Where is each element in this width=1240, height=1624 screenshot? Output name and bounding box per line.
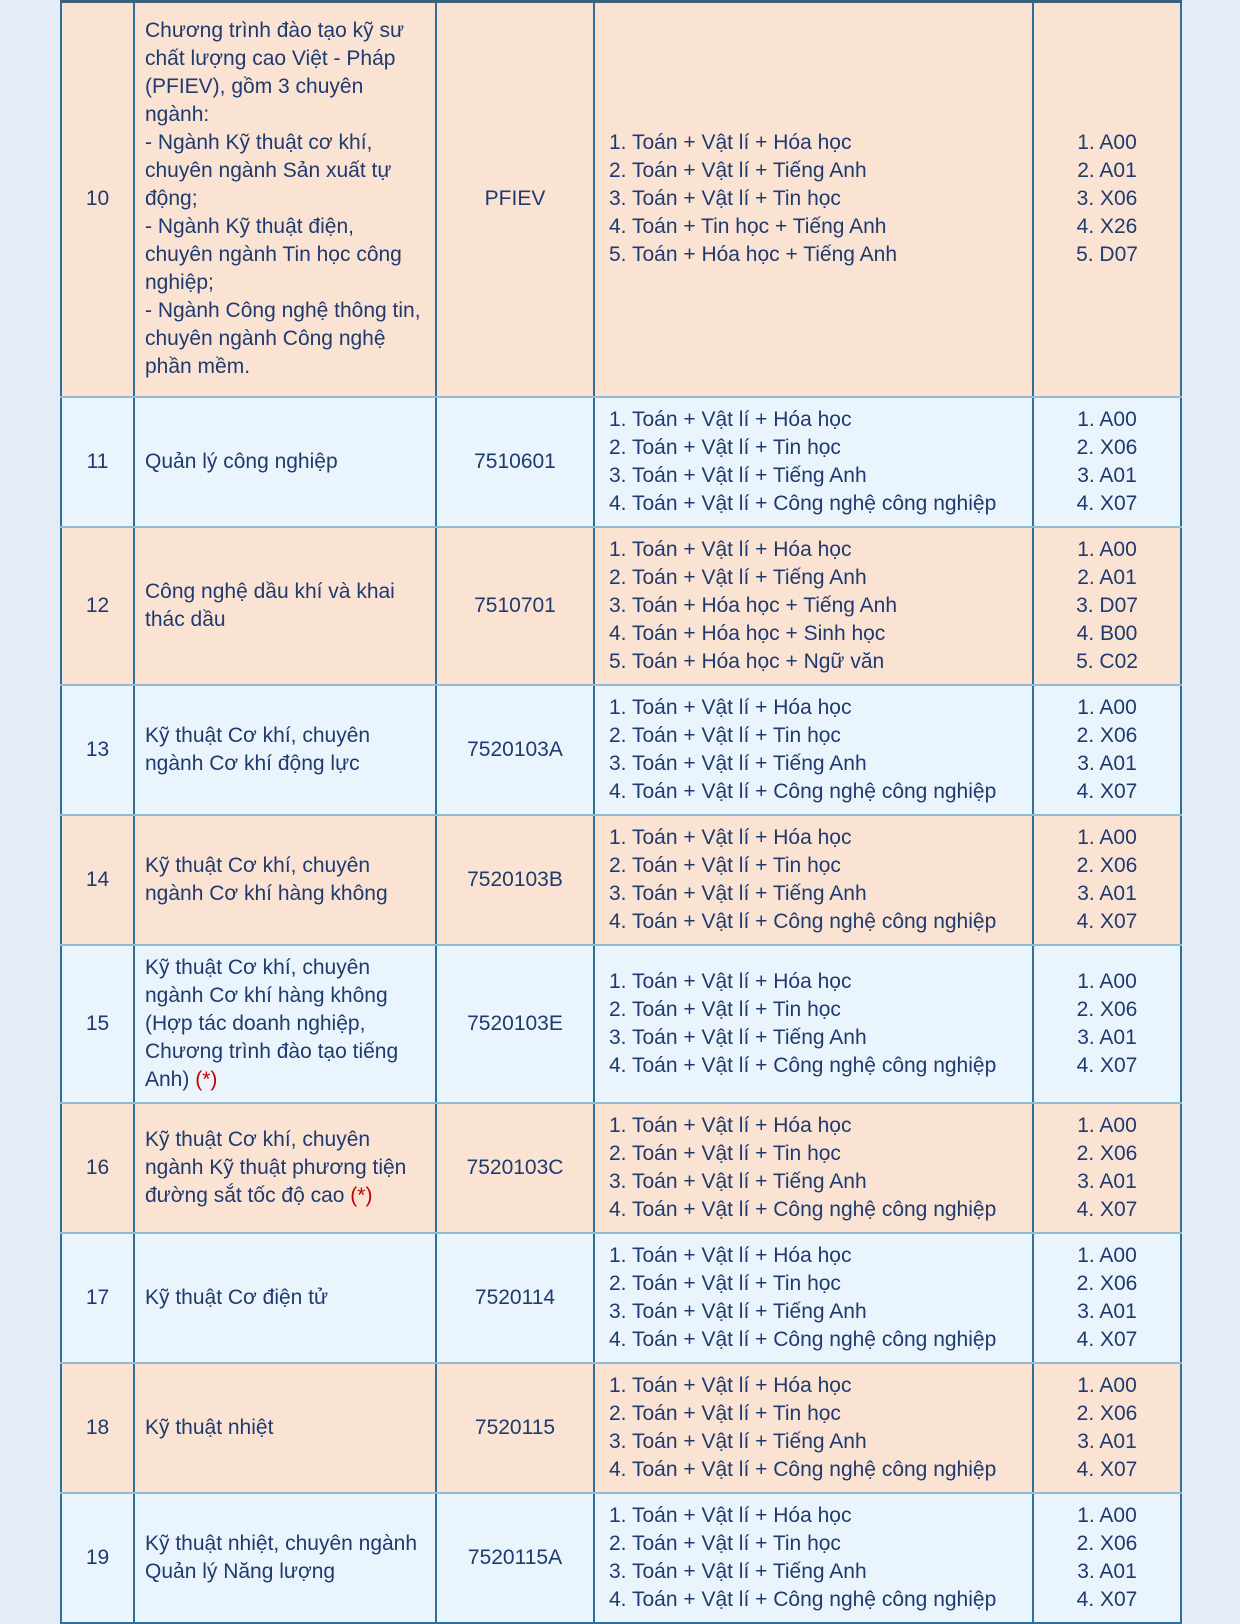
combination-codes-cell [1033, 1103, 1181, 1233]
row-number-cell [61, 945, 134, 1103]
combination-line: 3. Toán + Vật lí + Tiếng Anh [609, 463, 867, 487]
combo-code-line: 1. A00 [1077, 1243, 1137, 1267]
combo-code-line: 4. X07 [1076, 1457, 1138, 1481]
combination-line: 5. Toán + Hóa học + Tiếng Anh [609, 243, 898, 267]
program-name-cell [134, 945, 436, 1103]
program-name-line: - Ngành Công nghệ thông tin, chuyên ngành Công nghệ phần mềm. [145, 299, 421, 379]
combo-code-line: 1. A00 [1077, 407, 1137, 431]
program-code: PFIEV [484, 187, 546, 211]
combination-line: 2. Toán + Vật lí + Tin học [609, 853, 841, 877]
combo-code-line: 1. A00 [1077, 825, 1137, 849]
row-number: 13 [85, 737, 110, 761]
row-number-cell [61, 2, 134, 397]
program-name-cell [134, 1363, 436, 1493]
subject-combinations-cell [594, 945, 1033, 1103]
program-name-line: - Ngành Kỹ thuật điện, chuyên ngành Tin học công nghiệp; [145, 215, 402, 295]
program-name-line: Kỹ thuật Cơ khí, chuyên ngành Kỹ thuật phương tiện đường sắt tốc độ cao (*) [145, 1127, 407, 1207]
combo-code-line: 3. A01 [1077, 1299, 1137, 1323]
row-number-cell [61, 1103, 134, 1233]
subject-combinations-cell [594, 1363, 1033, 1493]
combination-line: 4. Toán + Vật lí + Công nghệ công nghiệp [609, 1587, 997, 1611]
table-body [61, 2, 1181, 1623]
program-code-cell [436, 2, 594, 397]
table-row [61, 815, 1181, 945]
combination-codes-cell [1033, 685, 1181, 815]
program-code: 7510701 [474, 593, 556, 617]
combo-code-line: 3. A01 [1077, 1025, 1137, 1049]
program-code-cell [436, 1493, 594, 1623]
row-number: 14 [85, 867, 110, 891]
table-row [61, 527, 1181, 685]
row-number: 18 [85, 1415, 110, 1439]
program-code-cell [436, 1233, 594, 1363]
combination-line: 4. Toán + Vật lí + Công nghệ công nghiệp [609, 779, 997, 803]
combination-line: 2. Toán + Vật lí + Tin học [609, 723, 841, 747]
combo-code-line: 4. X07 [1076, 909, 1138, 933]
subject-combinations-cell [594, 2, 1033, 397]
combo-code-line: 4. X07 [1076, 1587, 1138, 1611]
combo-code-line: 3. X06 [1076, 187, 1138, 211]
combo-code-line: 2. A01 [1077, 159, 1137, 183]
program-name-line: Kỹ thuật Cơ khí, chuyên ngành Cơ khí hàng không [145, 853, 388, 905]
program-code-cell [436, 815, 594, 945]
row-number: 11 [86, 449, 109, 473]
program-name-cell [134, 397, 436, 527]
row-number: 17 [85, 1285, 110, 1309]
asterisk-note: (*) [350, 1183, 373, 1207]
combination-line: 2. Toán + Vật lí + Tin học [609, 1531, 841, 1555]
combo-code-line: 1. A00 [1077, 969, 1137, 993]
program-code: 7520114 [474, 1285, 556, 1309]
program-name-cell [134, 685, 436, 815]
combo-code-line: 4. B00 [1076, 621, 1138, 645]
combination-line: 1. Toán + Vật lí + Hóa học [609, 969, 852, 993]
combination-line: 4. Toán + Vật lí + Công nghệ công nghiệp [609, 909, 997, 933]
combo-code-line: 3. A01 [1077, 751, 1137, 775]
combination-codes-cell [1033, 2, 1181, 397]
combination-line: 4. Toán + Vật lí + Công nghệ công nghiệp [609, 491, 997, 515]
program-code-cell [436, 397, 594, 527]
combination-codes-cell [1033, 397, 1181, 527]
combo-code-line: 2. X06 [1076, 435, 1138, 459]
combo-code-line: 1. A00 [1077, 1113, 1137, 1137]
program-name-line: Công nghệ dầu khí và khai thác dầu [145, 579, 395, 631]
combination-line: 3. Toán + Vật lí + Tiếng Anh [609, 1169, 867, 1193]
table-row [61, 685, 1181, 815]
combination-codes-cell [1033, 527, 1181, 685]
combination-codes-cell [1033, 1363, 1181, 1493]
program-code: 7520103E [467, 1011, 563, 1035]
combination-line: 3. Toán + Vật lí + Tiếng Anh [609, 751, 867, 775]
row-number-cell [61, 1233, 134, 1363]
subject-combinations-cell [594, 685, 1033, 815]
subject-combinations-cell [594, 1493, 1033, 1623]
table-row [61, 945, 1181, 1103]
combo-code-line: 2. X06 [1076, 723, 1138, 747]
program-code-cell [436, 945, 594, 1103]
program-name-line: - Ngành Kỹ thuật cơ khí, chuyên ngành Sản xuất tự động; [145, 131, 392, 211]
combo-code-line: 3. D07 [1076, 593, 1138, 617]
row-number: 10 [85, 187, 110, 211]
program-code: 7520103C [466, 1155, 564, 1179]
admissions-table [60, 0, 1182, 1624]
combination-line: 3. Toán + Vật lí + Tiếng Anh [609, 881, 867, 905]
combination-line: 2. Toán + Vật lí + Tiếng Anh [609, 159, 867, 183]
combination-line: 1. Toán + Vật lí + Hóa học [609, 825, 852, 849]
combo-code-line: 2. X06 [1076, 853, 1138, 877]
program-name-line: Kỹ thuật nhiệt [145, 1415, 274, 1439]
combo-code-line: 3. A01 [1077, 881, 1137, 905]
combo-code-line: 1. A00 [1077, 1503, 1137, 1527]
table-row [61, 2, 1181, 397]
combination-line: 1. Toán + Vật lí + Hóa học [609, 695, 852, 719]
combo-code-line: 1. A00 [1077, 537, 1137, 561]
combo-code-line: 3. A01 [1077, 463, 1137, 487]
program-name-cell [134, 815, 436, 945]
subject-combinations-cell [594, 1103, 1033, 1233]
combo-code-line: 4. X07 [1076, 1197, 1138, 1221]
combination-line: 2. Toán + Vật lí + Tin học [609, 1401, 841, 1425]
program-name-line: Chương trình đào tạo kỹ sư chất lượng cao Việt - Pháp (PFIEV), gồm 3 chuyên ngành: [145, 19, 405, 127]
program-name-cell [134, 1103, 436, 1233]
combo-code-line: 3. A01 [1077, 1429, 1137, 1453]
subject-combinations-cell [594, 1233, 1033, 1363]
program-name-line: Kỹ thuật Cơ khí, chuyên ngành Cơ khí động lực [145, 723, 371, 775]
program-name-cell [134, 527, 436, 685]
combo-code-line: 2. A01 [1077, 565, 1137, 589]
combo-code-line: 4. X07 [1076, 779, 1138, 803]
combination-codes-cell [1033, 1493, 1181, 1623]
combo-code-line: 4. X07 [1076, 491, 1138, 515]
combination-line: 3. Toán + Vật lí + Tiếng Anh [609, 1559, 867, 1583]
combo-code-line: 1. A00 [1077, 131, 1137, 155]
program-code-cell [436, 1363, 594, 1493]
combination-line: 3. Toán + Vật lí + Tiếng Anh [609, 1429, 867, 1453]
program-code: 7520115 [474, 1415, 556, 1439]
combo-code-line: 2. X06 [1076, 1401, 1138, 1425]
combination-line: 4. Toán + Vật lí + Công nghệ công nghiệp [609, 1197, 997, 1221]
combo-code-line: 2. X06 [1076, 997, 1138, 1021]
combination-line: 3. Toán + Vật lí + Tiếng Anh [609, 1025, 867, 1049]
combination-line: 4. Toán + Tin học + Tiếng Anh [609, 215, 887, 239]
program-name-line: Quản lý công nghiệp [145, 449, 338, 473]
program-code: 7510601 [474, 449, 556, 473]
table-row [61, 1363, 1181, 1493]
combination-codes-cell [1033, 815, 1181, 945]
program-code-cell [436, 1103, 594, 1233]
combo-code-line: 5. D07 [1076, 243, 1138, 267]
combination-line: 2. Toán + Vật lí + Tin học [609, 1271, 841, 1295]
combination-line: 3. Toán + Vật lí + Tiếng Anh [609, 1299, 867, 1323]
combo-code-line: 5. C02 [1076, 649, 1138, 673]
table-row [61, 397, 1181, 527]
combo-code-line: 4. X26 [1076, 215, 1138, 239]
subject-combinations-cell [594, 527, 1033, 685]
program-name-line: Kỹ thuật Cơ điện tử [145, 1285, 329, 1309]
combination-line: 4. Toán + Vật lí + Công nghệ công nghiệp [609, 1053, 997, 1077]
subject-combinations-cell [594, 397, 1033, 527]
combination-line: 1. Toán + Vật lí + Hóa học [609, 1373, 852, 1397]
combination-line: 1. Toán + Vật lí + Hóa học [609, 1503, 852, 1527]
combo-code-line: 2. X06 [1076, 1531, 1138, 1555]
program-code: 7520103B [467, 867, 563, 891]
row-number-cell [61, 685, 134, 815]
program-code: 7520103A [467, 737, 563, 761]
subject-combinations-cell [594, 815, 1033, 945]
combination-line: 1. Toán + Vật lí + Hóa học [609, 131, 852, 155]
combination-line: 2. Toán + Vật lí + Tin học [609, 997, 841, 1021]
combination-line: 4. Toán + Hóa học + Sinh học [609, 621, 886, 645]
program-code-cell [436, 685, 594, 815]
row-number: 15 [85, 1011, 110, 1035]
combo-code-line: 4. X07 [1076, 1053, 1138, 1077]
program-name-line: Kỹ thuật nhiệt, chuyên ngành Quản lý Năng lượng [145, 1531, 418, 1583]
combo-code-line: 3. A01 [1077, 1169, 1137, 1193]
program-name-cell [134, 2, 436, 397]
combination-line: 1. Toán + Vật lí + Hóa học [609, 1243, 852, 1267]
combo-code-line: 2. X06 [1076, 1271, 1138, 1295]
row-number: 19 [85, 1545, 110, 1569]
combo-code-line: 1. A00 [1077, 1373, 1137, 1397]
combo-code-line: 2. X06 [1076, 1141, 1138, 1165]
row-number-cell [61, 1493, 134, 1623]
table-row [61, 1103, 1181, 1233]
combination-line: 3. Toán + Hóa học + Tiếng Anh [609, 593, 898, 617]
combination-line: 2. Toán + Vật lí + Tin học [609, 1141, 841, 1165]
combination-line: 2. Toán + Vật lí + Tiếng Anh [609, 565, 867, 589]
combination-line: 3. Toán + Vật lí + Tin học [609, 187, 841, 211]
combination-codes-cell [1033, 945, 1181, 1103]
program-name-line: Kỹ thuật Cơ khí, chuyên ngành Cơ khí hàng không (Hợp tác doanh nghiệp, Chương trình đào tạo tiếng Anh) (*) [145, 955, 399, 1091]
row-number-cell [61, 527, 134, 685]
combination-line: 5. Toán + Hóa học + Ngữ văn [609, 649, 885, 673]
combination-line: 2. Toán + Vật lí + Tin học [609, 435, 841, 459]
combo-code-line: 1. A00 [1077, 695, 1137, 719]
combination-line: 1. Toán + Vật lí + Hóa học [609, 537, 852, 561]
row-number-cell [61, 1363, 134, 1493]
row-number-cell [61, 815, 134, 945]
program-name-cell [134, 1233, 436, 1363]
program-code: 7520115A [467, 1545, 563, 1569]
combination-line: 4. Toán + Vật lí + Công nghệ công nghiệp [609, 1327, 997, 1351]
asterisk-note: (*) [195, 1067, 218, 1091]
program-name-cell [134, 1493, 436, 1623]
combo-code-line: 4. X07 [1076, 1327, 1138, 1351]
combination-codes-cell [1033, 1233, 1181, 1363]
row-number: 16 [85, 1155, 110, 1179]
table-row [61, 1493, 1181, 1623]
row-number-cell [61, 397, 134, 527]
table-row [61, 1233, 1181, 1363]
program-code-cell [436, 527, 594, 685]
combination-line: 1. Toán + Vật lí + Hóa học [609, 407, 852, 431]
combination-line: 4. Toán + Vật lí + Công nghệ công nghiệp [609, 1457, 997, 1481]
combination-line: 1. Toán + Vật lí + Hóa học [609, 1113, 852, 1137]
row-number: 12 [85, 593, 110, 617]
combo-code-line: 3. A01 [1077, 1559, 1137, 1583]
